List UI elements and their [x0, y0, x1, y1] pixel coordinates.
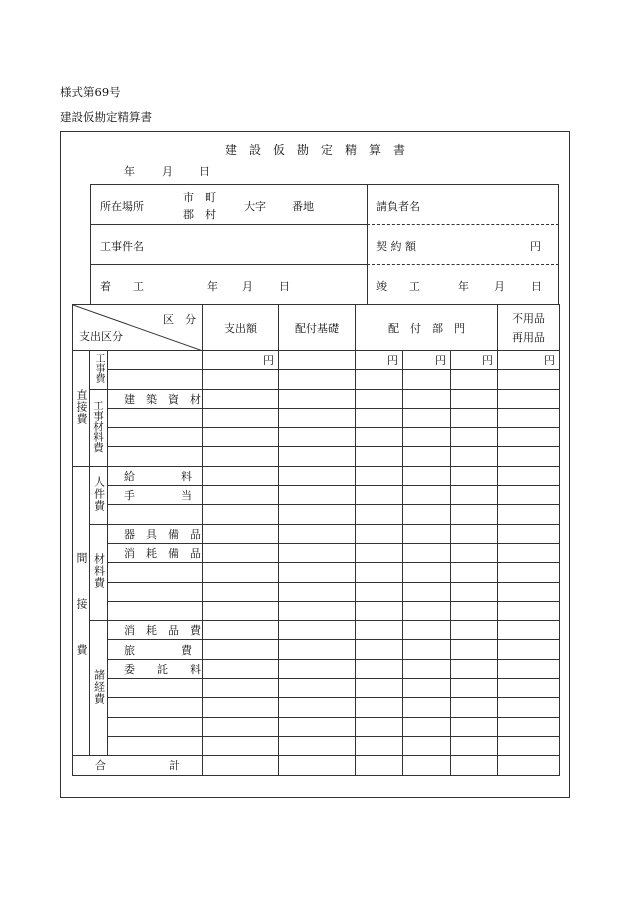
col-unused: [498, 305, 560, 351]
date-year: 年: [124, 165, 135, 178]
col-department: 配 付 部 門: [356, 305, 498, 351]
end-month: 月: [494, 280, 505, 293]
misc-cost-label: 諸経費: [92, 668, 106, 705]
settlement-table: [72, 304, 560, 776]
header-divider: [367, 184, 368, 305]
header-rule: [90, 224, 367, 225]
date-day: 日: [199, 165, 210, 178]
misc-cost-cell: [90, 621, 108, 756]
shishutsu-kubun-label: 支出区分: [79, 330, 123, 343]
county-village: 郡 村: [183, 208, 216, 221]
end-day: 日: [531, 280, 542, 293]
material-cost-label: 材料費: [92, 552, 106, 589]
contractor-label: 請負者名: [376, 200, 420, 213]
oaza-label: 大字: [244, 200, 266, 213]
col-amount: 支出額: [203, 305, 279, 351]
total-label-1: 合: [95, 759, 106, 773]
header-corner-cell: [73, 305, 203, 351]
kubun-label: 区 分: [163, 313, 197, 326]
document-title: 建 設 仮 勘 定 精 算 書: [224, 143, 405, 157]
end-label: 竣 工: [376, 280, 420, 293]
header-box: [90, 184, 559, 305]
contract-amount-label: 契 約 額: [376, 240, 416, 253]
location-label: 所在場所: [100, 200, 144, 213]
travel-cell: [108, 640, 203, 659]
form-number: 様式第69号: [60, 85, 121, 99]
labor-cost-cell: [90, 466, 108, 524]
dept2-yen: 円: [403, 351, 451, 370]
col-unused-line2: 再用品: [512, 330, 546, 344]
header-rule-dashed: [367, 264, 559, 265]
work-material-label: 工事材料費: [92, 399, 104, 453]
start-month: 月: [242, 280, 253, 293]
commission: 委 託 料: [108, 659, 203, 678]
start-day: 日: [279, 280, 290, 293]
header-rule-dashed: [367, 224, 559, 225]
travel-label-1: 旅: [124, 643, 135, 657]
consumable-equipment: 消 耗 備 品: [108, 543, 203, 562]
total-cell: [73, 756, 203, 775]
dept1-yen: 円: [356, 351, 403, 370]
travel-label-2: 費: [181, 643, 193, 657]
work-cost-cell: [90, 351, 108, 390]
end-year: 年: [458, 280, 469, 293]
work-material-cell: [90, 389, 108, 466]
material-cost-cell: [90, 524, 108, 620]
salary-label-2: 料: [181, 469, 193, 483]
building-material: 建 築 資 材: [108, 389, 203, 408]
total-label-2: 計: [169, 759, 181, 773]
salary-label-1: 給: [124, 469, 135, 483]
project-label: 工事件名: [100, 240, 144, 253]
allowance-label-2: 当: [181, 489, 193, 503]
direct-cost-cell: [73, 351, 90, 467]
city-town: 市 町: [183, 191, 216, 204]
amount-yen: 円: [203, 351, 279, 370]
start-year: 年: [207, 280, 218, 293]
consumable-goods: 消 耗 品 費: [108, 621, 203, 640]
form-caption: 建設仮勘定精算書: [60, 110, 152, 124]
dept3-yen: 円: [451, 351, 498, 370]
equipment: 器 具 備 品: [108, 524, 203, 543]
start-label: 着 工: [100, 280, 144, 293]
header-rule: [90, 264, 367, 265]
allowance-label-1: 手: [124, 489, 135, 503]
date-month: 月: [162, 165, 173, 178]
indirect-cost-cell: [73, 466, 90, 755]
salary-cell: [108, 466, 203, 485]
unused-yen: 円: [498, 351, 560, 370]
indirect-cost-label: 間 接 費: [75, 552, 88, 667]
contract-yen: 円: [530, 240, 541, 253]
work-cost-label: 工事費: [93, 353, 104, 384]
banchi-label: 番地: [292, 200, 314, 213]
direct-cost-label: 直接費: [75, 388, 88, 425]
labor-cost-label: 人件費: [92, 475, 106, 512]
col-basis: 配付基礎: [279, 305, 356, 351]
col-unused-line1: 不用品: [512, 311, 546, 325]
allowance-cell: [108, 486, 203, 505]
